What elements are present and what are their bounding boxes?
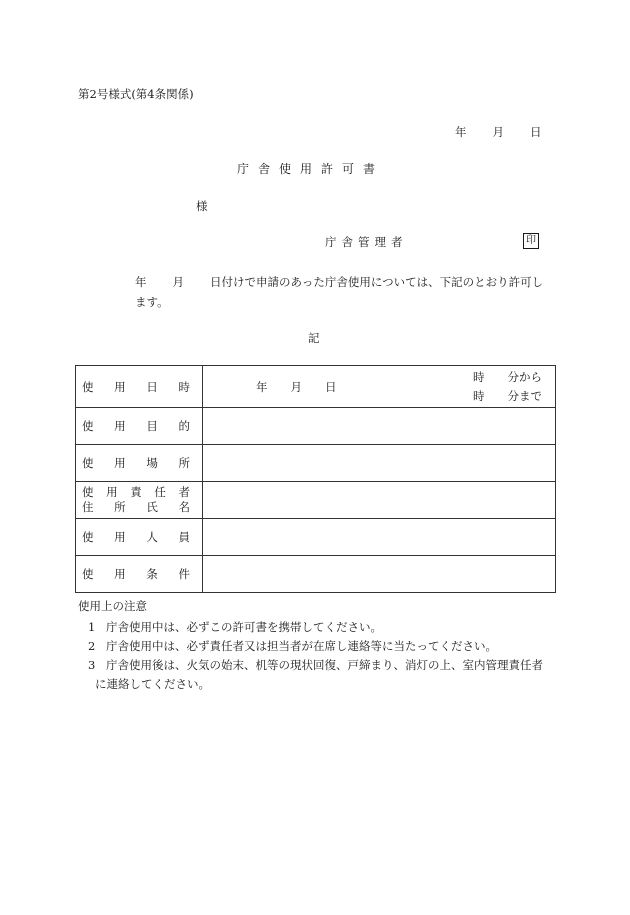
label-char: 用 xyxy=(106,485,118,499)
label-char: 条 xyxy=(146,567,158,581)
date-ymd: 年 月 日 xyxy=(256,380,337,394)
row-label xyxy=(76,556,203,593)
label-char: 用 xyxy=(114,379,126,394)
label-char: 使 xyxy=(82,485,94,499)
date-month: 月 xyxy=(492,125,504,139)
label-char: 所 xyxy=(178,456,190,470)
label-char: 用 xyxy=(114,567,126,581)
label-char: 任 xyxy=(154,485,166,499)
table-row xyxy=(76,408,556,445)
label-char: 用 xyxy=(114,530,126,544)
label-char: 人 xyxy=(146,530,158,544)
spread-label xyxy=(82,566,190,582)
label-char: 氏 xyxy=(146,500,158,514)
label-char: 的 xyxy=(178,419,190,433)
label-char: 使 xyxy=(82,530,94,544)
row-label xyxy=(76,445,203,482)
date-day: 日 xyxy=(530,125,542,139)
notes-title: 使用上の注意 xyxy=(78,599,147,613)
spread-label xyxy=(82,485,190,500)
body-month: 月 xyxy=(172,275,184,289)
note-item: 1 庁舎使用中は、必ずこの許可書を携帯してください。 xyxy=(88,620,382,634)
time-from: 時 分から xyxy=(473,370,542,384)
date-year: 年 xyxy=(455,125,467,139)
note-item: 3 庁舎使用後は、火気の始末、机等の現状回復、戸締まり、消灯の上、室内管理責任者 xyxy=(88,658,543,672)
label-char: 用 xyxy=(114,419,126,433)
note-item: 2 庁舎使用中は、必ず責任者又は担当者が在席し連絡等に当たってください。 xyxy=(88,639,497,653)
table-row xyxy=(76,482,556,519)
label-char: 件 xyxy=(178,567,190,581)
usage-table xyxy=(75,365,556,593)
time-to: 時 分まで xyxy=(473,389,542,403)
body-year: 年 xyxy=(135,275,147,289)
label-char: 場 xyxy=(146,456,158,470)
label-char: 員 xyxy=(178,530,190,544)
spread-label xyxy=(82,529,190,545)
label-char: 所 xyxy=(114,500,126,514)
label-char: 用 xyxy=(114,456,126,470)
spread-label xyxy=(82,500,190,515)
label-char: 目 xyxy=(146,419,158,433)
spread-label xyxy=(82,418,190,434)
label-char: 使 xyxy=(82,419,94,433)
table-row xyxy=(76,519,556,556)
addressee-suffix: 様 xyxy=(196,199,208,213)
row-label xyxy=(76,519,203,556)
spread-label xyxy=(82,379,190,395)
label-char: 使 xyxy=(82,456,94,470)
spread-label xyxy=(82,455,190,471)
row-label xyxy=(76,408,203,445)
label-char: 住 xyxy=(82,500,94,514)
value-cell xyxy=(203,482,556,519)
label-char: 責 xyxy=(130,485,142,499)
note-item-continuation: に連絡してください。 xyxy=(95,677,210,691)
value-cell xyxy=(203,556,556,593)
permission-statement xyxy=(78,272,554,312)
label-char: 使 xyxy=(82,567,94,581)
label-char: 者 xyxy=(178,485,190,499)
label-char: 使 xyxy=(82,379,94,394)
label-char: 時 xyxy=(178,379,190,394)
value-cell xyxy=(203,408,556,445)
value-cell xyxy=(203,445,556,482)
issuer-title: 庁舎管理者 xyxy=(325,235,408,249)
table-row xyxy=(76,366,556,408)
seal-mark: 印 xyxy=(523,233,539,249)
ki-heading: 記 xyxy=(308,331,320,345)
row-label xyxy=(76,366,203,408)
table-row xyxy=(76,556,556,593)
form-number: 第2号様式(第4条関係) xyxy=(78,87,194,101)
datetime-cell xyxy=(203,366,556,408)
value-cell xyxy=(203,519,556,556)
label-char: 名 xyxy=(178,500,190,514)
table-row xyxy=(76,445,556,482)
document-title: 庁舎使用許可書 xyxy=(237,162,385,176)
body-text: 日付けで申請のあった庁舎使用については、下記のとおり許可します。 xyxy=(135,275,544,309)
issue-date xyxy=(455,124,542,140)
row-label xyxy=(76,482,203,519)
label-char: 日 xyxy=(146,379,158,394)
